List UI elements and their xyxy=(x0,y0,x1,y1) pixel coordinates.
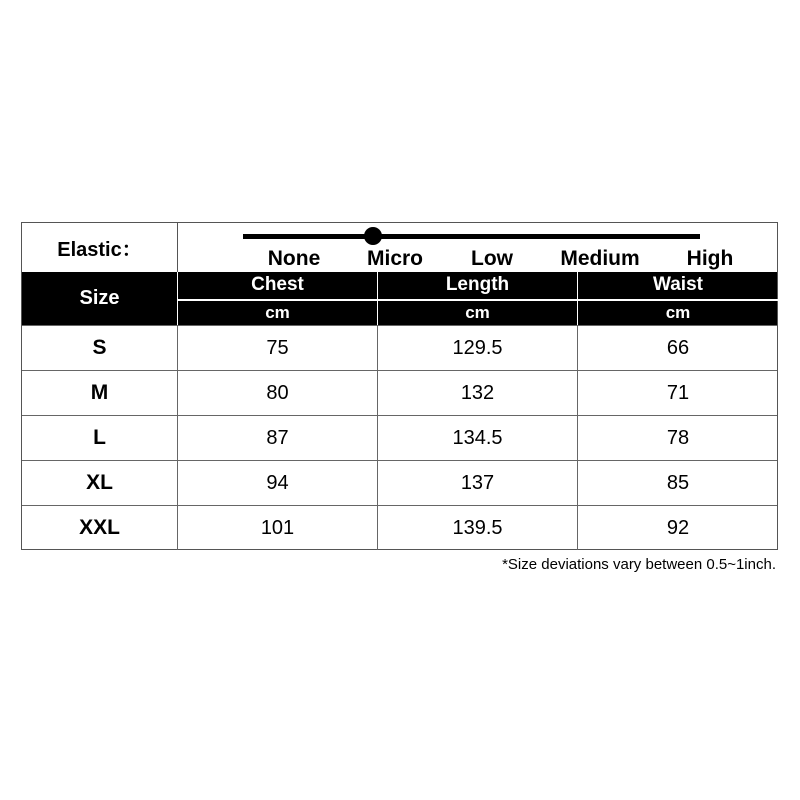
length-cell: 134.5 xyxy=(378,416,578,460)
size-cell: S xyxy=(22,326,178,370)
waist-cell: 92 xyxy=(666,516,690,539)
column-unit: cm xyxy=(665,303,691,322)
elastic-level-medium: Medium xyxy=(560,247,640,270)
elastic-level-high: High xyxy=(686,247,734,270)
column-name: Chest xyxy=(251,274,304,295)
table-row xyxy=(22,460,777,505)
table-row xyxy=(22,415,777,460)
column-name: Waist xyxy=(653,274,703,295)
length-cell: 139.5 xyxy=(378,506,578,550)
table-row xyxy=(22,505,777,550)
elastic-row xyxy=(22,223,777,272)
chest-cell: 75 xyxy=(178,326,378,370)
length-cell: 137 xyxy=(378,461,578,505)
size-cell: L xyxy=(22,416,178,460)
waist-cell: 85 xyxy=(666,471,690,494)
column-name: Length xyxy=(445,274,510,295)
length-column-header xyxy=(378,272,578,325)
chest-cell: 101 xyxy=(178,506,378,550)
chest-cell: 87 xyxy=(178,416,378,460)
elastic-label: Elastic： xyxy=(22,223,178,272)
waist-cell: 71 xyxy=(666,381,690,404)
size-cell: M xyxy=(22,371,178,415)
length-cell: 132 xyxy=(378,371,578,415)
elastic-level-low: Low xyxy=(471,247,513,270)
elastic-scale-line xyxy=(243,234,700,239)
elastic-level-micro: Micro xyxy=(366,247,424,270)
size-cell: XXL xyxy=(22,506,178,550)
chest-cell: 80 xyxy=(178,371,378,415)
waist-cell: 78 xyxy=(666,426,690,449)
waist-column-header xyxy=(578,272,778,325)
column-unit: cm xyxy=(465,303,490,322)
elastic-level-none: None xyxy=(267,247,321,270)
table-row xyxy=(22,325,777,370)
size-deviation-footnote: *Size deviations vary between 0.5~1inch. xyxy=(502,556,776,573)
size-column-header: Size xyxy=(22,272,178,325)
chest-cell: 94 xyxy=(178,461,378,505)
table-header xyxy=(22,272,777,325)
length-cell: 129.5 xyxy=(378,326,578,370)
elastic-indicator-dot xyxy=(364,227,382,245)
column-unit: cm xyxy=(265,303,290,322)
size-chart xyxy=(21,222,778,550)
chest-column-header xyxy=(178,272,378,325)
waist-cell: 66 xyxy=(666,336,690,359)
size-cell: XL xyxy=(22,461,178,505)
table-row xyxy=(22,370,777,415)
elastic-scale xyxy=(178,223,778,272)
